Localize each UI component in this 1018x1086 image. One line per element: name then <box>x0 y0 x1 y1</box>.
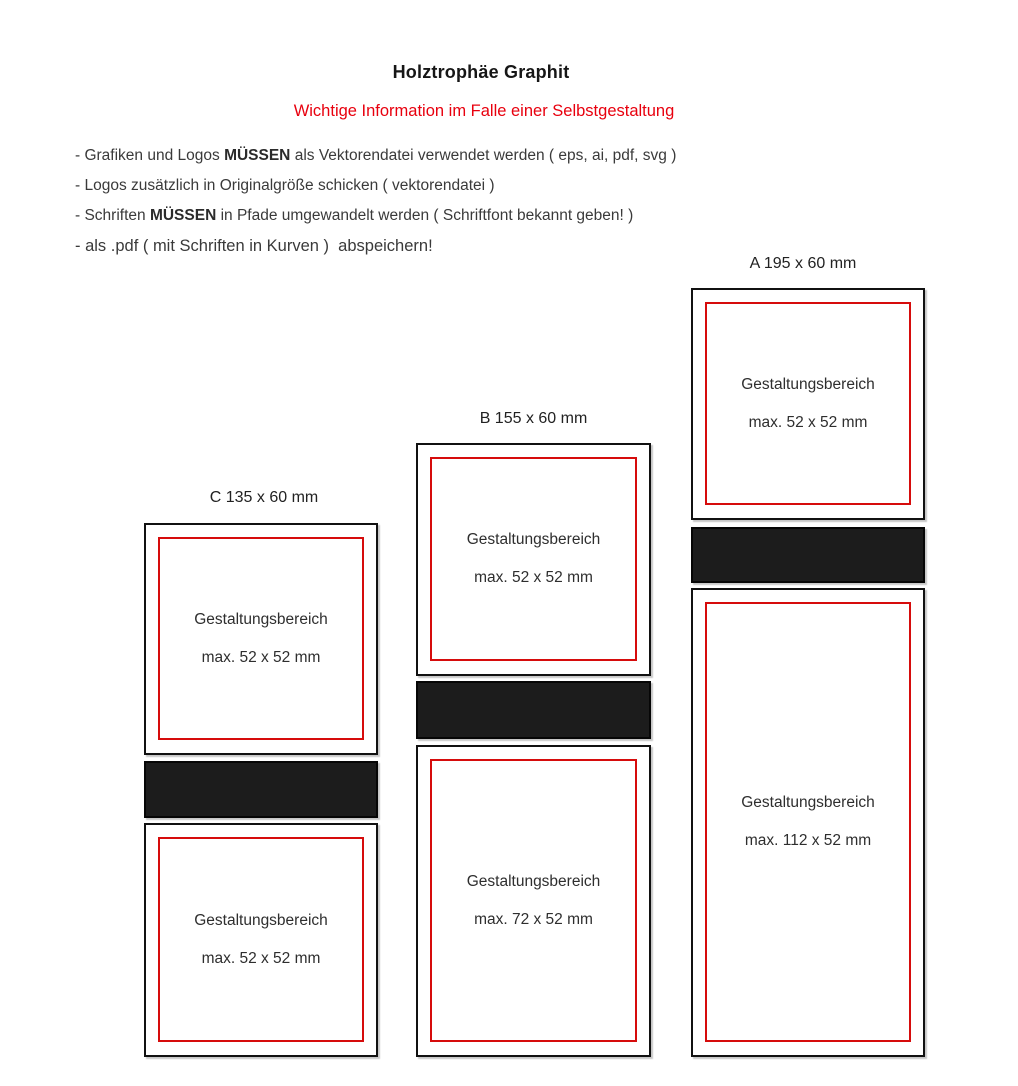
trophy-a-black-band <box>691 527 925 583</box>
trophy-c-bottom-design-area <box>158 837 364 1042</box>
instruction-list <box>75 141 975 261</box>
trophy-c-bottom-plate <box>144 823 378 1057</box>
instruction-item <box>75 141 975 171</box>
instruction-item <box>75 201 975 231</box>
instruction-text: als Vektorendatei verwendet werden ( eps, ai, pdf, svg ) <box>290 147 677 164</box>
instruction-text: - als .pdf ( mit Schriften in Kurven ) abspeichern! <box>75 237 433 255</box>
design-area-max-size: max. 52 x 52 mm <box>748 413 868 431</box>
design-area-title: Gestaltungsbereich <box>741 375 875 393</box>
trophy-c-top-design-area <box>158 537 364 740</box>
design-area-max-size: max. 112 x 52 mm <box>744 832 872 849</box>
design-area-max-size: max. 52 x 52 mm <box>201 949 321 967</box>
design-area-title: Gestaltungsbereich <box>466 872 601 890</box>
trophy-c-black-band <box>144 761 378 818</box>
design-area-title: Gestaltungsbereich <box>741 794 875 811</box>
instruction-item <box>75 171 975 201</box>
instruction-text: - Grafiken und Logos <box>75 147 225 164</box>
page-title: Holztrophäe Graphit <box>392 62 570 82</box>
trophy-b-bottom-design-area <box>430 759 637 1042</box>
instruction-text: - Schriften <box>75 207 150 224</box>
instruction-bold: MÜSSEN <box>149 207 217 224</box>
design-area-max-size: max. 52 x 52 mm <box>201 648 321 666</box>
instruction-text: - Logos zusätzlich in Originalgröße schicken ( vektorendatei ) <box>75 177 495 194</box>
design-area-max-size: max. 52 x 52 mm <box>474 569 593 586</box>
design-area-title: Gestaltungsbereich <box>194 610 328 628</box>
trophy-a-bottom-design-area <box>705 602 911 1042</box>
trophy-b-top-design-area <box>430 457 637 661</box>
warning-subtitle: Wichtige Information im Falle einer Selbstgestaltung <box>293 102 675 120</box>
trophy-a-top-design-area <box>705 302 911 505</box>
design-area-max-size: max. 72 x 52 mm <box>474 910 593 928</box>
trophy-a-top-plate <box>691 288 925 520</box>
instruction-text: in Pfade umgewandelt werden ( Schriftfont bekannt geben! ) <box>216 207 634 224</box>
trophy-b-black-band <box>416 681 651 739</box>
trophy-a-size-label: A 195 x 60 mm <box>749 255 857 272</box>
instruction-bold: MÜSSEN <box>224 147 291 164</box>
design-area-title: Gestaltungsbereich <box>194 911 328 929</box>
design-area-title: Gestaltungsbereich <box>466 531 601 548</box>
trophy-c-size-label: C 135 x 60 mm <box>209 489 319 506</box>
trophy-b-size-label: B 155 x 60 mm <box>479 410 588 427</box>
trophy-b-top-plate <box>416 443 651 676</box>
trophy-c-top-plate <box>144 523 378 755</box>
trophy-a-bottom-plate <box>691 588 925 1057</box>
trophy-b-bottom-plate <box>416 745 651 1057</box>
